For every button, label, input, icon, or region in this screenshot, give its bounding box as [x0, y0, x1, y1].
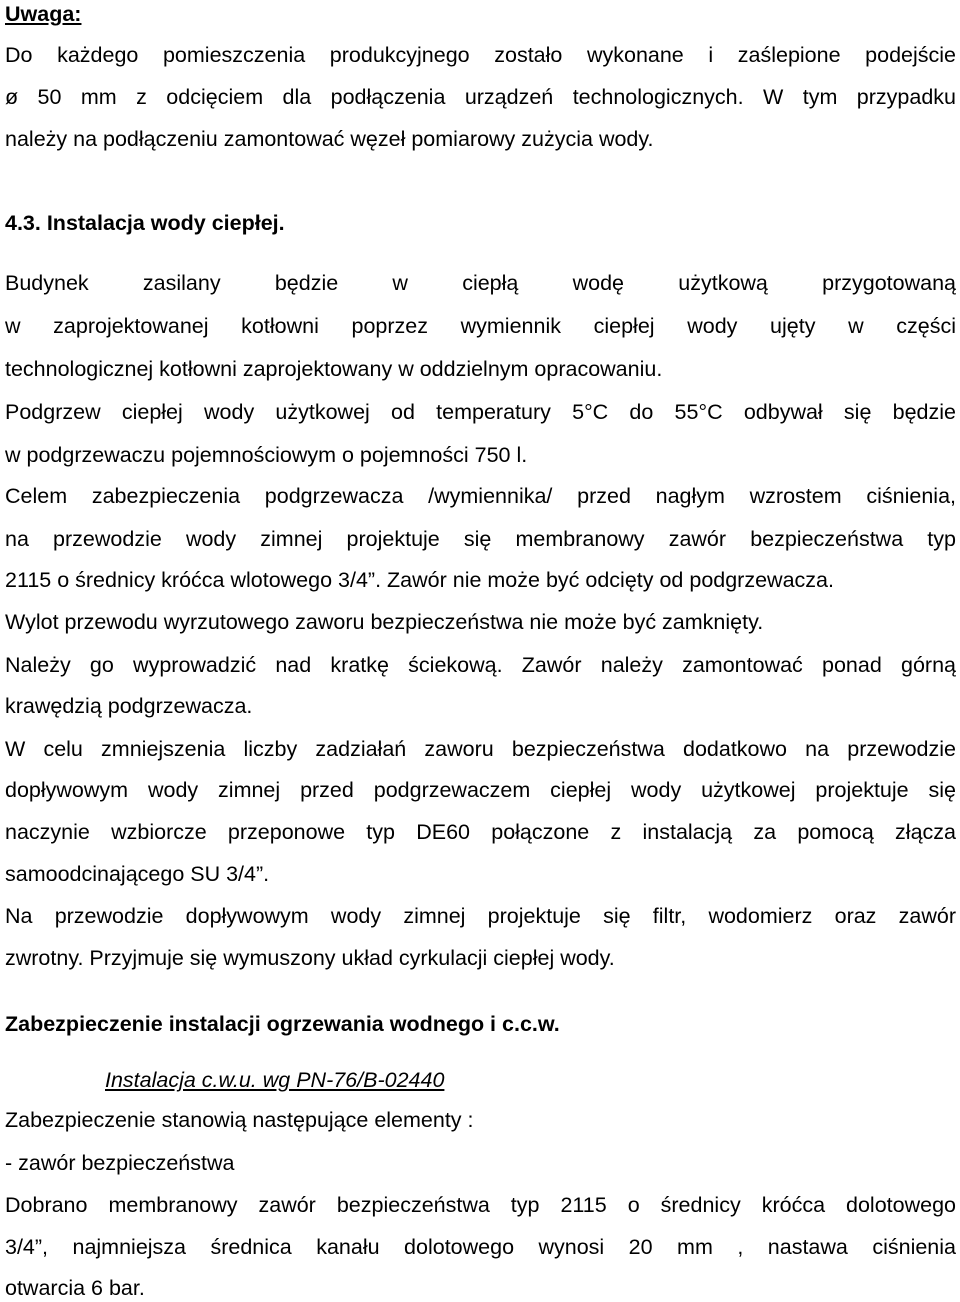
body-line: Budynek zasilany będzie w ciepłą wodę użytkową przygotowaną [5, 271, 956, 295]
note-line: należy na podłączeniu zamontować węzeł pomiarowy zużycia wody. [5, 127, 654, 151]
body-line: w zaprojektowanej kotłowni poprzez wymiennik ciepłej wody ujęty w części [5, 314, 956, 338]
protection-line: Dobrano membranowy zawór bezpieczeństwa typ 2115 o średnicy króćca dolotowego [5, 1193, 956, 1217]
body-line: Podgrzew ciepłej wody użytkowej od temperatury 5°C do 55°C odbywał się będzie [5, 400, 956, 424]
body-line: Wylot przewodu wyrzutowego zaworu bezpieczeństwa nie może być zamknięty. [5, 610, 764, 634]
protection-heading: Zabezpieczenie instalacji ogrzewania wodnego i c.c.w. [5, 1012, 560, 1036]
body-line: naczynie wzbiorcze przeponowe typ DE60 połączone z instalacją za pomocą złącza [5, 820, 956, 844]
protection-line: otwarcia 6 bar. [5, 1276, 145, 1300]
body-line: Celem zabezpieczenia podgrzewacza /wymiennika/ przed nagłym wzrostem ciśnienia, [5, 484, 956, 508]
body-line: technologicznej kotłowni zaprojektowany w oddzielnym opracowaniu. [5, 357, 663, 381]
protection-line: - zawór bezpieczeństwa [5, 1151, 235, 1175]
body-line: samoodcinającego SU 3/4”. [5, 862, 270, 886]
body-line: dopływowym wody zimnej przed podgrzewaczem ciepłej wody użytkowej projektuje się [5, 778, 956, 802]
body-line: Na przewodzie dopływowym wody zimnej projektuje się filtr, wodomierz oraz zawór [5, 904, 956, 928]
subsection-heading: Instalacja c.w.u. wg PN-76/B-02440 [105, 1068, 445, 1092]
note-line: ø 50 mm z odcięciem dla podłączenia urządzeń technologicznych. W tym przypadku [5, 85, 956, 109]
body-line: w podgrzewaczu pojemnościowym o pojemności 750 l. [5, 443, 528, 467]
body-line: 2115 o średnicy króćca wlotowego 3/4”. Zawór nie może być odcięty od podgrzewacza. [5, 568, 834, 592]
protection-line: Zabezpieczenie stanowią następujące elementy : [5, 1108, 474, 1132]
body-line: krawędzią podgrzewacza. [5, 694, 253, 718]
protection-line: 3/4”, najmniejsza średnica kanału dolotowego wynosi 20 mm , nastawa ciśnienia [5, 1235, 956, 1259]
body-line: Należy go wyprowadzić nad kratkę ściekową. Zawór należy zamontować ponad górną [5, 653, 956, 677]
body-line: zwrotny. Przyjmuje się wymuszony układ cyrkulacji ciepłej wody. [5, 946, 615, 970]
note-line: Do każdego pomieszczenia produkcyjnego zostało wykonane i zaślepione podejście [5, 43, 956, 67]
body-line: W celu zmniejszenia liczby zadziałań zaworu bezpieczeństwa dodatkowo na przewodzie [5, 737, 956, 761]
section-heading: 4.3. Instalacja wody ciepłej. [5, 211, 285, 235]
note-heading: Uwaga: [5, 2, 82, 26]
body-line: na przewodzie wody zimnej projektuje się membranowy zawór bezpieczeństwa typ [5, 527, 956, 551]
